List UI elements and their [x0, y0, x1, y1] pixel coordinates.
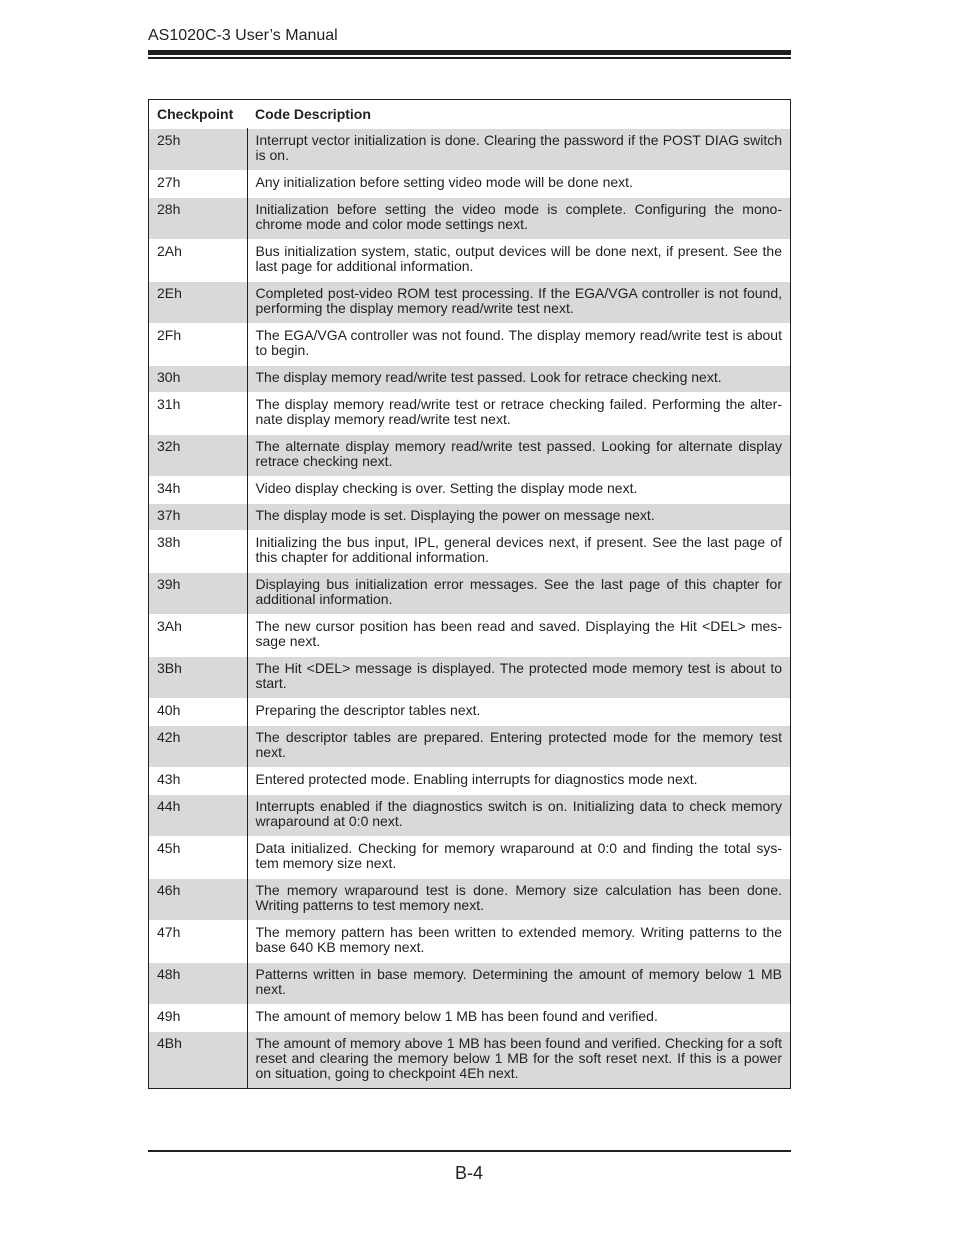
- header-rule-thin: [148, 57, 791, 59]
- table-row: [149, 393, 790, 435]
- header-rule-thick: [148, 50, 791, 55]
- table-row: [149, 282, 790, 324]
- code-description: Preparing the descriptor tables next.: [255, 702, 481, 718]
- checkpoint-code: 27h: [149, 171, 247, 198]
- table-row: [149, 1032, 790, 1088]
- code-description: The memory pattern has been written to extended memory. Writing patterns to the base 640 KB memory next.: [255, 924, 782, 955]
- code-description: Entered protected mode. Enabling interrupts for diagnostics mode next.: [255, 771, 698, 787]
- checkpoint-code: 39h: [149, 573, 247, 615]
- code-description: Interrupt vector initialization is done. Clearing the password if the POST DIAG switch is on.: [255, 132, 782, 163]
- checkpoint-code: 34h: [149, 477, 247, 504]
- code-description: The alternate display memory read/write test passed. Looking for alternate display retrace checking next.: [255, 438, 782, 469]
- checkpoint-code: 40h: [149, 699, 247, 726]
- table-row: [149, 477, 790, 504]
- checkpoint-code: 47h: [149, 921, 247, 963]
- code-description: Displaying bus initialization error messages. See the last page of this chapter for additional information.: [255, 576, 782, 607]
- manual-title: AS1020C-3 User’s Manual: [148, 27, 338, 44]
- table-row: [149, 879, 790, 921]
- table-row: [149, 699, 790, 726]
- code-description: The Hit <DEL> message is displayed. The protected mode memory test is about to start.: [255, 660, 782, 691]
- code-description: The memory wraparound test is done. Memory size calculation has been done. Writing patterns to test memory next.: [255, 882, 782, 913]
- checkpoint-code: 38h: [149, 531, 247, 573]
- footer-rule: [148, 1150, 791, 1152]
- table-row: [149, 963, 790, 1005]
- checkpoint-code: 37h: [149, 504, 247, 531]
- table-row: [149, 324, 790, 366]
- code-description: Initialization before setting the video mode is complete. Configuring the mono-chrome mode and color mode settings next.: [255, 201, 782, 232]
- checkpoint-code: 49h: [149, 1005, 247, 1032]
- checkpoint-code: 2Fh: [149, 324, 247, 366]
- checkpoint-code: 3Bh: [149, 657, 247, 699]
- checkpoint-code: 2Ah: [149, 240, 247, 282]
- code-description: Interrupts enabled if the diagnostics switch is on. Initializing data to check memory wraparound at 0:0 next.: [255, 798, 782, 829]
- code-description: The display mode is set. Displaying the power on message next.: [255, 507, 655, 523]
- column-header-code-description: Code Description: [255, 106, 371, 122]
- checkpoint-table: [148, 99, 791, 1089]
- checkpoint-code: 25h: [149, 129, 247, 171]
- table-row: [149, 768, 790, 795]
- table-row: [149, 531, 790, 573]
- code-description: The new cursor position has been read and saved. Displaying the Hit <DEL> mes-sage next.: [255, 618, 782, 649]
- code-description: The display memory read/write test or retrace checking failed. Performing the alter-nate display memory read/write test next.: [255, 396, 782, 427]
- code-description: Initializing the bus input, IPL, general devices next, if present. See the last page of this chapter for additional information.: [255, 534, 782, 565]
- code-description: Patterns written in base memory. Determining the amount of memory below 1 MB next.: [255, 966, 782, 997]
- column-header-checkpoint: Checkpoint: [157, 106, 234, 122]
- table-row: [149, 1005, 790, 1032]
- code-description: The display memory read/write test passed. Look for retrace checking next.: [255, 369, 722, 385]
- code-description: Video display checking is over. Setting the display mode next.: [255, 480, 638, 496]
- table-row: [149, 198, 790, 240]
- page-number: B-4: [455, 1163, 484, 1183]
- code-description: The amount of memory below 1 MB has been found and verified.: [255, 1008, 658, 1024]
- checkpoint-code: 2Eh: [149, 282, 247, 324]
- table-row: [149, 129, 790, 171]
- table-row: [149, 795, 790, 837]
- code-description: Any initialization before setting video mode will be done next.: [255, 174, 633, 190]
- checkpoint-code: 3Ah: [149, 615, 247, 657]
- table-row: [149, 657, 790, 699]
- code-description: Bus initialization system, static, output devices will be done next, if present. See the last page for additional information.: [255, 243, 782, 274]
- table-header-row: [149, 100, 790, 129]
- code-description: Data initialized. Checking for memory wraparound at 0:0 and finding the total sys-tem memory size next.: [255, 840, 782, 871]
- table-row: [149, 837, 790, 879]
- table-row: [149, 504, 790, 531]
- table-row: [149, 726, 790, 768]
- checkpoint-code: 31h: [149, 393, 247, 435]
- code-description: The EGA/VGA controller was not found. The display memory read/write test is about to begin.: [255, 327, 782, 358]
- checkpoint-code: 48h: [149, 963, 247, 1005]
- code-description: Completed post-video ROM test processing. If the EGA/VGA controller is not found, performing the display memory read/write test next.: [255, 285, 782, 316]
- code-description: The amount of memory above 1 MB has been found and verified. Checking for a soft reset and clearing the memory below 1 MB for the soft reset next. If this is a power on situation, going to checkpoint 4Eh next.: [255, 1035, 782, 1081]
- checkpoint-code: 43h: [149, 768, 247, 795]
- table-row: [149, 573, 790, 615]
- table-row: [149, 921, 790, 963]
- checkpoint-code: 28h: [149, 198, 247, 240]
- table-row: [149, 615, 790, 657]
- table-row: [149, 240, 790, 282]
- checkpoint-code: 44h: [149, 795, 247, 837]
- table-row: [149, 171, 790, 198]
- checkpoint-code: 45h: [149, 837, 247, 879]
- code-description: The descriptor tables are prepared. Entering protected mode for the memory test next.: [255, 729, 782, 760]
- table-body: [149, 129, 790, 1088]
- checkpoint-code: 46h: [149, 879, 247, 921]
- table-row: [149, 366, 790, 393]
- table-row: [149, 435, 790, 477]
- checkpoint-code: 42h: [149, 726, 247, 768]
- checkpoint-code: 30h: [149, 366, 247, 393]
- checkpoint-code: 32h: [149, 435, 247, 477]
- checkpoint-code: 4Bh: [149, 1032, 247, 1088]
